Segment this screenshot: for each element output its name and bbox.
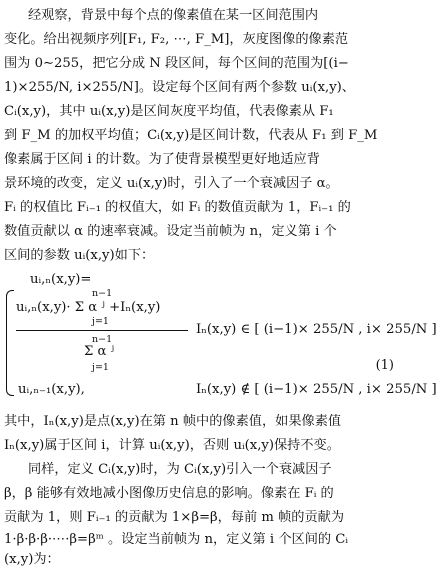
paragraph-line: β，β 能够有效地减小图像历史信息的影响。像素在 Fᵢ 的 — [4, 486, 334, 501]
paragraph-line: 景环境的改变，定义 uᵢ(x,y)时，引入了一个衰减因子 α。 — [4, 176, 339, 191]
case2-value: uᵢ,ₙ₋₁(x,y), — [18, 382, 85, 397]
paragraph-line: 像素属于区间 i 的计数。为了使背景模型更好地适应背 — [4, 152, 320, 167]
paragraph-line: Cᵢ(x,y)，其中 uᵢ(x,y)是区间灰度平均值，代表像素从 F₁ — [4, 104, 334, 119]
paragraph-line: 数值贡献以 α 的速率衰减。设定当前帧为 n，定义第 i 个 — [4, 224, 337, 239]
case1-condition: Iₙ(x,y) ∈ [ (i−1)× 255/N , i× 255/N ] — [196, 322, 437, 337]
paragraph-line: Fᵢ 的权值比 Fᵢ₋₁ 的权值大，如 Fᵢ 的数值贡献为 1，Fᵢ₋₁ 的 — [4, 200, 351, 215]
paragraph-line: Iₙ(x,y)属于区间 i，计算 uᵢ(x,y)，否则 uᵢ(x,y)保持不变。 — [4, 438, 340, 453]
case1-denominator: Σ α ʲ — [84, 344, 115, 359]
case1-numerator: uᵢ,ₙ(x,y)· Σ α ʲ +Iₙ(x,y) — [16, 300, 161, 315]
paragraph-line: 区间的参数 uᵢ(x,y)如下： — [4, 248, 155, 263]
paragraph-line: 变化。给出视频序列[F₁, F₂, ⋯, F_M]，灰度图像的像素范 — [4, 32, 349, 47]
paragraph-line: 1)×255/N, i×255/N]。设定每个区间有两个参数 uᵢ(x,y)、 — [4, 80, 355, 95]
paragraph-line: 围为 0∼255，把它分成 N 段区间，每个区间的范围为[(i− — [4, 56, 349, 71]
paragraph-line: 其中，Iₙ(x,y)是点(x,y)在第 n 帧中的像素值，如果像素值 — [4, 414, 342, 429]
paragraph-line: 同样，定义 Cᵢ(x,y)时，为 Cᵢ(x,y)引入一个衰减因子 — [28, 462, 332, 477]
equation-number: (1) — [375, 358, 394, 373]
paragraph-line: (x,y)为： — [4, 552, 60, 567]
sum-lower-limit-den: j=1 — [92, 362, 109, 373]
sum-upper-limit: n−1 — [92, 288, 113, 299]
paragraph-line: 到 F_M 的加权平均值；Cᵢ(x,y)是区间计数，代表从 F₁ 到 F_M — [4, 128, 378, 143]
equation-lhs: uᵢ,ₙ(x,y)= — [30, 272, 92, 287]
paragraph-line: 经观察，背景中每个点的像素值在某一区间范围内 — [28, 8, 319, 23]
equation-brace — [6, 290, 14, 396]
case2-condition: Iₙ(x,y) ∉ [ (i−1)× 255/N , i× 255/N ] — [196, 382, 437, 397]
fraction-rule — [16, 330, 188, 331]
paragraph-line: 1·β·β·β·⋯·β=βᵐ 。设定当前帧为 n，定义第 i 个区间的 Cᵢ — [4, 532, 349, 547]
equation-1 — [0, 272, 437, 404]
paragraph-line: 贡献为 1，则 Fᵢ₋₁ 的贡献为 1×β=β，每前 m 帧的贡献为 — [4, 510, 345, 525]
sum-upper-limit-den: n−1 — [92, 334, 113, 345]
sum-lower-limit: j=1 — [92, 316, 109, 327]
